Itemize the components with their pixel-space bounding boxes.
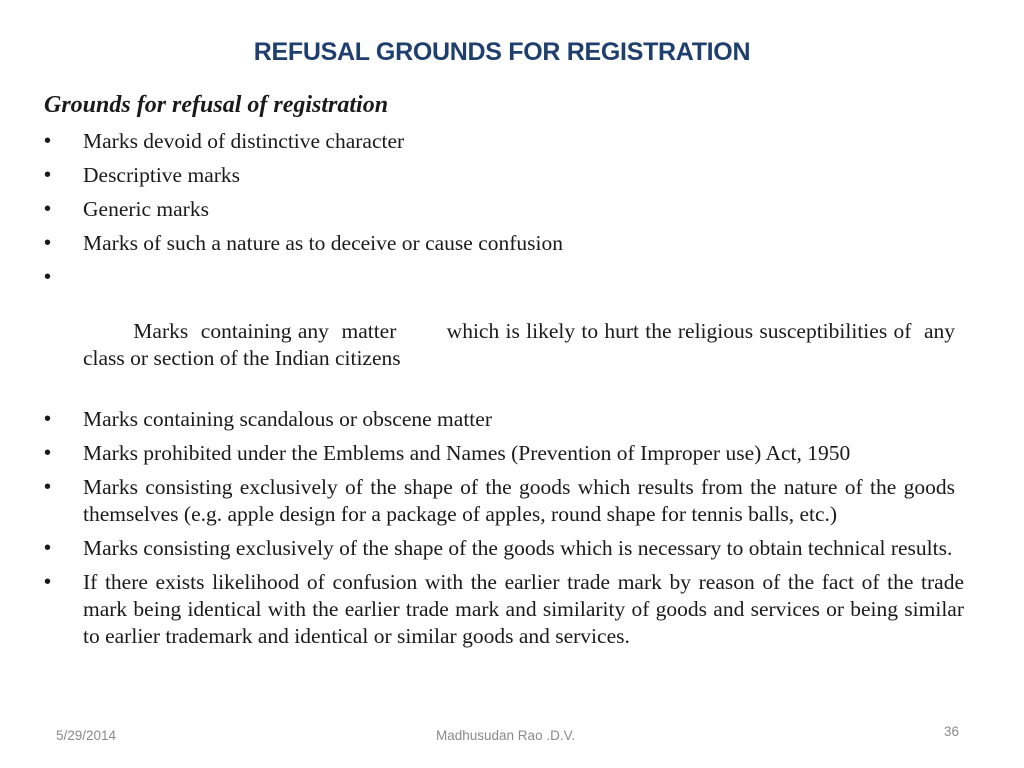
bullet-text: Marks containing any matter which is likely to hurt the religious susceptibilities of any class or section of the Indian citizens (83, 319, 961, 370)
bullet-text: If there exists likelihood of confusion with the earlier trade mark by reason of the fact of the trade mark being identical with the earlier trade mark and similarity of goods and services or being similar to earlier trademark and identical or similar goods and services. (83, 570, 964, 648)
bullet-item (44, 406, 955, 433)
bullet-icon: • (44, 232, 52, 254)
bullet-icon: • (44, 164, 52, 186)
bullet-icon: • (44, 537, 52, 559)
footer-date: 5/29/2014 (56, 728, 117, 743)
bullet-icon: • (44, 130, 52, 152)
bullet-item (44, 535, 955, 562)
bullet-icon: • (44, 442, 52, 464)
slide-title: REFUSAL GROUNDS FOR REGISTRATION (253, 38, 751, 66)
bullet-text: Descriptive marks (83, 163, 241, 187)
bullet-item (44, 569, 964, 650)
bullet-icon: • (44, 408, 52, 430)
bullet-text: Marks consisting exclusively of the shape of the goods which is necessary to obtain technical results. (83, 536, 953, 560)
bullet-text: Marks devoid of distinctive character (83, 129, 405, 153)
section-heading: Grounds for refusal of registration (44, 92, 389, 118)
bullet-list (44, 128, 964, 650)
bullet-text: Marks of such a nature as to deceive or cause confusion (83, 231, 563, 255)
footer-author: Madhusudan Rao .D.V. (436, 728, 576, 743)
bullet-item (44, 230, 955, 257)
bullet-text: Marks consisting exclusively of the shape of the goods which results from the nature of the goods themselves (e.g. apple design for a package of apples, round shape for tennis balls, etc.) (83, 475, 955, 526)
bullet-text: Marks prohibited under the Emblems and Names (Prevention of Improper use) Act, 1950 (83, 441, 851, 465)
bullet-text: Generic marks (83, 197, 209, 221)
bullet-item (44, 474, 955, 528)
bullet-item (44, 196, 955, 223)
bullet-icon: • (44, 266, 52, 288)
bullet-item (44, 440, 955, 467)
bullet-icon: • (44, 571, 52, 593)
bullet-text: Marks containing scandalous or obscene matter (83, 407, 492, 431)
bullet-icon: • (44, 476, 52, 498)
bullet-item (44, 264, 961, 399)
bullet-item (44, 128, 955, 155)
page-number: 36 (944, 724, 960, 739)
slide-content (44, 88, 964, 657)
bullet-item (44, 162, 955, 189)
bullet-icon: • (44, 198, 52, 220)
